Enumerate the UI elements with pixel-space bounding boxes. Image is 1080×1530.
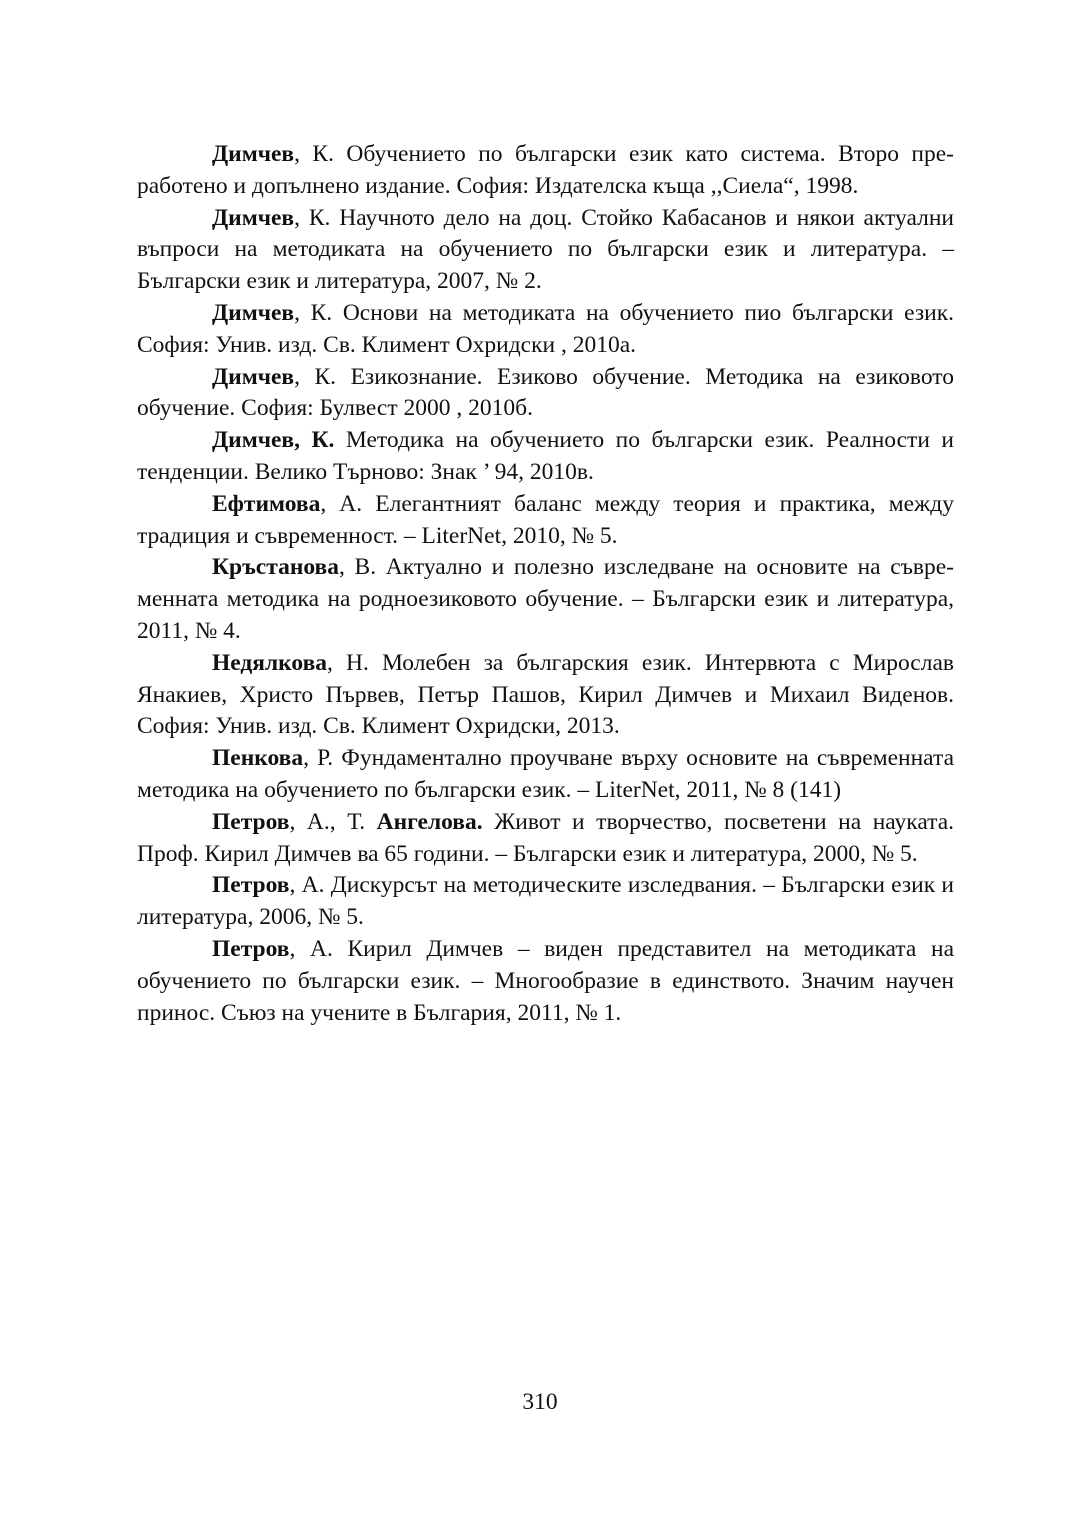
reference-entry — [137, 743, 954, 807]
reference-text: Живот и творчество, посветени на науката. Проф. Кирил Димчев ва 65 години. – Български език и литература, 2000, № 5. — [137, 808, 954, 867]
reference-entry — [137, 425, 954, 489]
reference-text: , Н. Молебен за българския език. Интервюта с Мирослав Янакиев, Христо Първев, Петър Пашов, Кирил Димчев и Михаил Виденов. София: Унив. изд. Св. Климент Охридски, 2013. — [137, 649, 954, 740]
reference-text: , А. Дискурсът на методическите изследвания. – Български език и литература, 2006, № 5. — [137, 872, 954, 931]
reference-text: , К. Обучението по български език като система. Второ преработено и допълнено издание. София: Издателска къща ,,Сиела“, 1998. — [137, 141, 954, 199]
reference-author: Кръстанова — [212, 554, 339, 581]
reference-text: , А. Елегантният баланс между теория и практика, между традиция и съвременност. – LiterNet, 2010, № 5. — [137, 490, 954, 549]
reference-text: , А., Т. — [289, 808, 377, 835]
reference-text: , А. Кирил Димчев – виден представител на методиката на обучението по български език. – Многообразие в единството. Значим научен принос. Съюз на учените в България, 2011, № 1. — [137, 935, 954, 1026]
reference-text: , В. Актуално и полезно изследване на основите на съвременната методика на родноезиковото обучение. – Български език и литература, 2011, № 4. — [137, 554, 954, 644]
reference-coauthor: Ангелова. — [376, 808, 483, 835]
page-number: 310 — [522, 1389, 558, 1415]
reference-entry — [137, 648, 954, 743]
reference-text: Методика на обучението по български език. Реалности и тенденции. Велико Търново: Знак ’ 94, 2010в. — [137, 427, 954, 485]
reference-author: Недялкова — [212, 649, 328, 676]
reference-author: Пенкова — [212, 745, 304, 772]
reference-entry — [137, 807, 954, 871]
reference-entry — [137, 934, 954, 1029]
reference-author: Димчев — [212, 141, 295, 167]
reference-entry — [137, 298, 954, 362]
reference-text: , К. Научното дело на доц. Стойко Кабасанов и някои актуални въпроси на методиката на обучението по български език и литература. – Български език и литература, 2007, № 2. — [137, 204, 954, 295]
reference-entry — [137, 139, 954, 203]
reference-author: Петров — [212, 808, 290, 835]
reference-entry — [137, 203, 954, 298]
reference-author: Димчев, К. — [212, 427, 335, 454]
reference-entry — [137, 552, 954, 647]
reference-author: Ефтимова — [212, 490, 321, 517]
reference-list — [137, 139, 954, 1029]
reference-entry — [137, 362, 954, 426]
reference-author: Димчев — [212, 363, 295, 390]
reference-author: Петров — [212, 935, 290, 962]
reference-text: , К. Основи на методиката на обучението пио български език. София: Унив. изд. Св. Климент Охридски , 2010а. — [137, 299, 954, 358]
reference-text: , К. Езикознание. Езиково обучение. Методика на езиковото обучение. София: Булвест 2000 , 2010б. — [137, 363, 954, 422]
reference-text: , Р. Фундаментално проучване върху основите на съвременната методика на обучението по български език. – LiterNet, 2011, № 8 (141) — [137, 745, 954, 803]
reference-author: Петров — [212, 872, 290, 899]
reference-entry — [137, 870, 954, 934]
reference-author: Димчев — [212, 204, 295, 231]
reference-entry — [137, 489, 954, 553]
reference-author: Димчев — [212, 299, 295, 326]
